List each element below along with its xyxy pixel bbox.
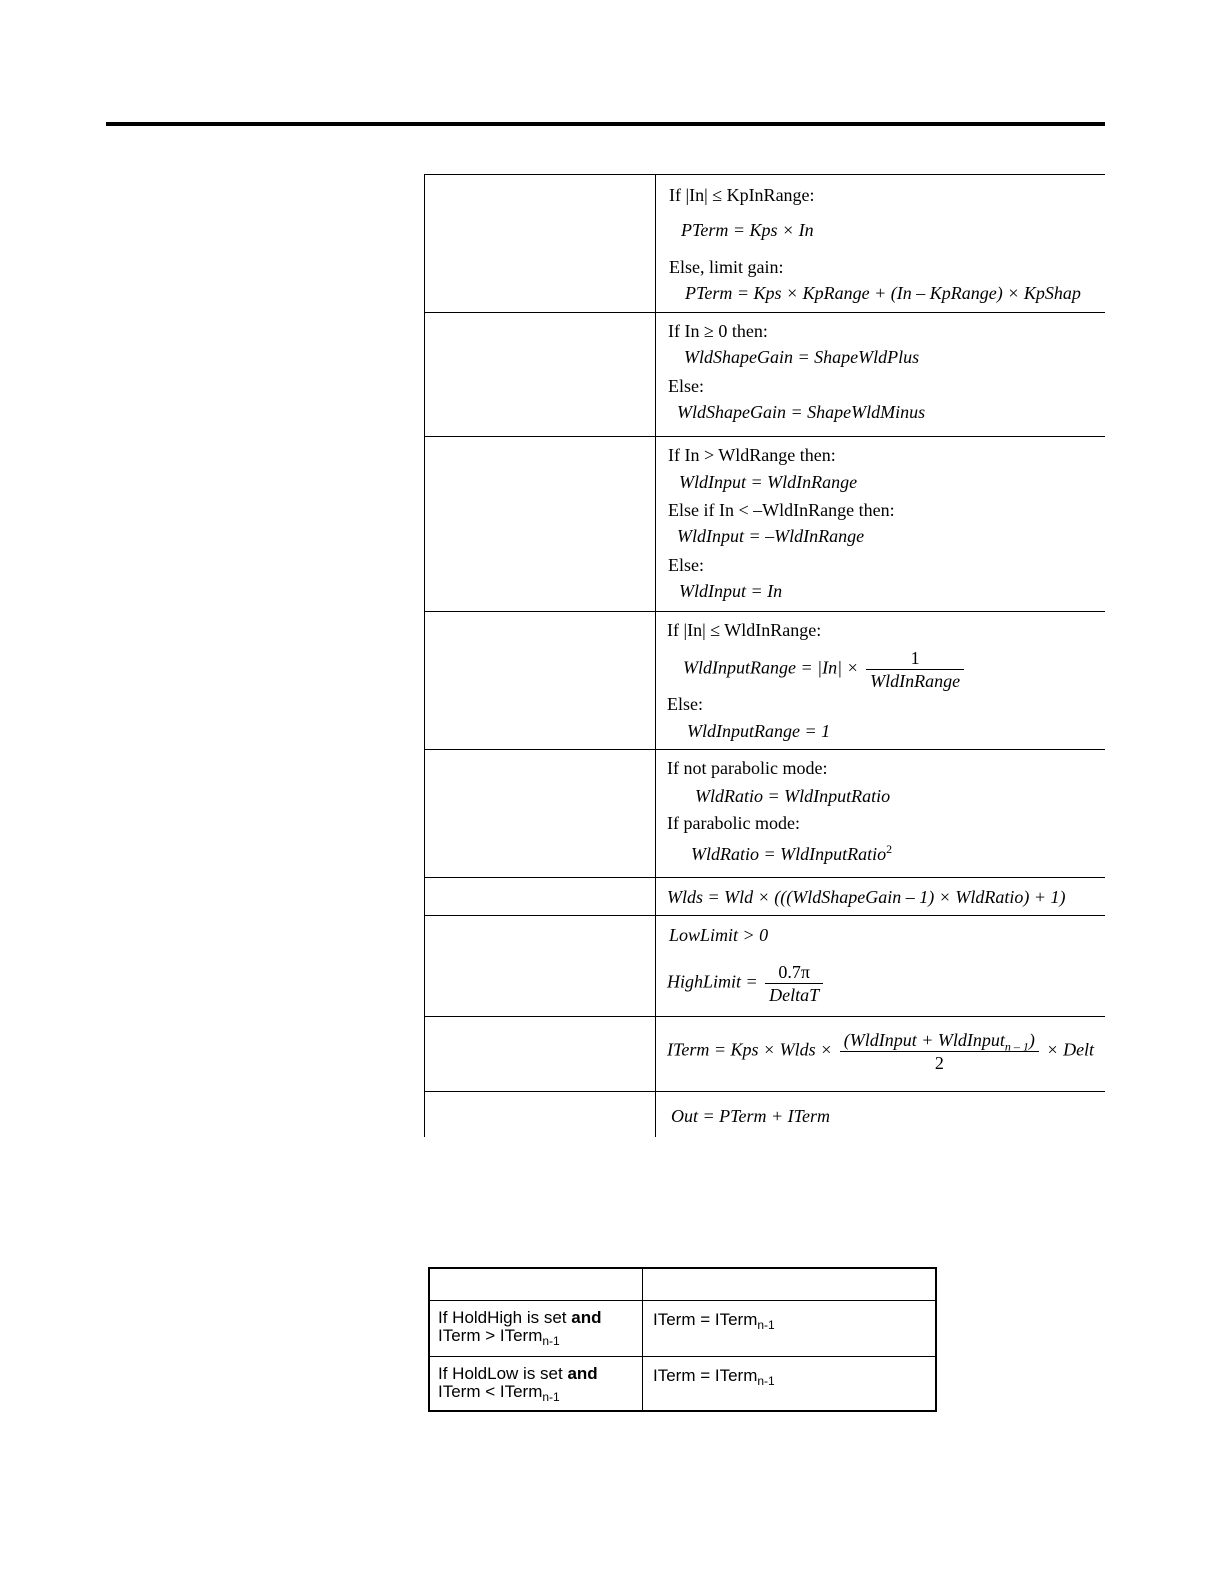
hold-result-cell <box>644 1301 935 1356</box>
shape-gain-cell <box>657 313 1105 436</box>
range-numerator: 1 <box>866 648 964 670</box>
hold-header-cell-1 <box>430 1269 643 1300</box>
iterm-numerator-main: (WldInput + WldInput <box>843 1030 1005 1050</box>
wlds-cell <box>657 878 1105 915</box>
hold-high-result-subscript: n-1 <box>757 1318 775 1332</box>
blank-cell <box>425 175 656 312</box>
ratio-cell <box>657 750 1105 877</box>
table-row <box>425 175 1105 313</box>
table-row <box>425 750 1105 878</box>
iterm-numerator <box>840 1030 1039 1052</box>
hold-low-condition-line-2 <box>438 1382 560 1404</box>
range-condition: If |In| ≤ WldInRange: <box>667 620 822 640</box>
blank-cell <box>425 1092 656 1137</box>
blank-cell <box>425 612 656 749</box>
pterm-else: Else, limit gain: <box>669 257 784 277</box>
range-lhs: WldInputRange = |In| × <box>683 657 859 678</box>
wlds-equation: Wlds = Wld × (((WldShapeGain – 1) × WldRatio) + 1) <box>667 887 1066 907</box>
hold-low-result-text: ITerm = ITerm <box>653 1366 758 1385</box>
iterm-numerator-close: ) <box>1028 1030 1035 1050</box>
ratio-equation-2 <box>691 844 892 864</box>
table-row <box>425 437 1105 612</box>
range-denominator: WldInRange <box>870 671 961 691</box>
table-row <box>425 1017 1105 1092</box>
table-row <box>425 878 1105 916</box>
hold-header-cell-2 <box>644 1269 935 1300</box>
high-limit-fraction <box>765 962 823 1005</box>
blank-cell <box>425 916 656 1016</box>
hold-header-row <box>430 1269 935 1301</box>
range-else: Else: <box>667 694 703 714</box>
range-fraction <box>866 648 964 691</box>
wldinput-condition-2: Else if In < –WldInRange then: <box>668 500 895 520</box>
high-limit-numerator: 0.7π <box>765 962 823 984</box>
hold-row <box>430 1301 935 1357</box>
blank-cell <box>425 313 656 436</box>
wldinput-else: Else: <box>668 555 704 575</box>
hold-low-condition-text: If HoldLow is set <box>438 1364 568 1383</box>
limits-cell <box>657 916 1105 1016</box>
blank-cell <box>425 750 656 877</box>
hold-low-result-subscript: n-1 <box>757 1374 775 1388</box>
table-row <box>425 1092 1105 1137</box>
wldinput-equation-2: WldInput = –WldInRange <box>677 526 865 546</box>
wldinput-equation-1: WldInput = WldInRange <box>679 472 858 492</box>
shape-else: Else: <box>668 376 704 396</box>
iterm-fraction <box>840 1030 1039 1073</box>
shape-plus-equation: WldShapeGain = ShapeWldPlus <box>684 347 920 367</box>
pterm-cell <box>657 175 1105 312</box>
table-row <box>425 916 1105 1017</box>
range-equation <box>683 648 967 691</box>
ratio-eq2-text: WldRatio = WldInputRatio <box>691 844 887 864</box>
hold-high-result <box>653 1310 775 1332</box>
ratio-exponent: 2 <box>886 842 893 856</box>
iterm-equation <box>667 1030 1094 1073</box>
high-limit-lhs: HighLimit = <box>667 971 758 992</box>
hold-table <box>428 1267 937 1412</box>
high-limit-equation <box>667 962 826 1005</box>
hold-low-result <box>653 1366 775 1388</box>
out-equation: Out = PTerm + ITerm <box>671 1106 830 1126</box>
pterm-limited-equation: PTerm = Kps × KpRange + (In – KpRange) × KpShap <box>685 283 1081 303</box>
table-row <box>425 313 1105 437</box>
hold-high-subscript: n-1 <box>542 1334 560 1348</box>
range-equation-2: WldInputRange = 1 <box>687 721 831 741</box>
header-rule <box>106 122 1105 126</box>
iterm-cell <box>657 1017 1105 1091</box>
table-row <box>425 612 1105 750</box>
iterm-numerator-subscript: n – 1 <box>1004 1039 1029 1054</box>
hold-high-result-text: ITerm = ITerm <box>653 1310 758 1329</box>
pterm-equation: PTerm = Kps × In <box>681 220 814 240</box>
ratio-condition-2: If parabolic mode: <box>667 813 800 833</box>
hold-result-cell <box>644 1357 935 1412</box>
blank-cell <box>425 1017 656 1091</box>
range-cell <box>657 612 1105 749</box>
equations-table <box>424 174 1105 1137</box>
hold-low-subscript: n-1 <box>542 1390 560 1404</box>
hold-condition-cell <box>430 1301 643 1356</box>
blank-cell <box>425 437 656 611</box>
ratio-equation-1: WldRatio = WldInputRatio <box>695 786 891 806</box>
hold-high-and: and <box>571 1308 602 1327</box>
hold-high-comparison: ITerm > ITerm <box>438 1326 543 1345</box>
wldinput-condition-1: If In > WldRange then: <box>668 445 836 465</box>
ratio-condition-1: If not parabolic mode: <box>667 758 828 778</box>
hold-low-comparison: ITerm < ITerm <box>438 1382 543 1401</box>
iterm-denominator: 2 <box>934 1053 944 1073</box>
blank-cell <box>425 878 656 915</box>
low-limit-equation: LowLimit > 0 <box>669 925 769 945</box>
wldinput-equation-3: WldInput = In <box>679 581 783 601</box>
hold-low-and: and <box>567 1364 598 1383</box>
shape-minus-equation: WldShapeGain = ShapeWldMinus <box>677 402 926 422</box>
iterm-lhs: ITerm = Kps × Wlds × <box>667 1039 833 1060</box>
hold-condition-cell <box>430 1357 643 1412</box>
hold-high-condition-line-1 <box>438 1309 601 1327</box>
hold-high-condition-line-2 <box>438 1326 560 1348</box>
out-cell <box>657 1092 1105 1137</box>
pterm-condition: If |In| ≤ KpInRange: <box>669 185 815 205</box>
hold-low-condition-line-1 <box>438 1365 598 1383</box>
hold-row <box>430 1357 935 1412</box>
high-limit-denominator: DeltaT <box>769 985 820 1005</box>
shape-condition: If In ≥ 0 then: <box>668 321 768 341</box>
hold-high-condition-text: If HoldHigh is set <box>438 1308 572 1327</box>
wldinput-cell <box>657 437 1105 611</box>
iterm-rhs: × Delt <box>1046 1039 1095 1060</box>
